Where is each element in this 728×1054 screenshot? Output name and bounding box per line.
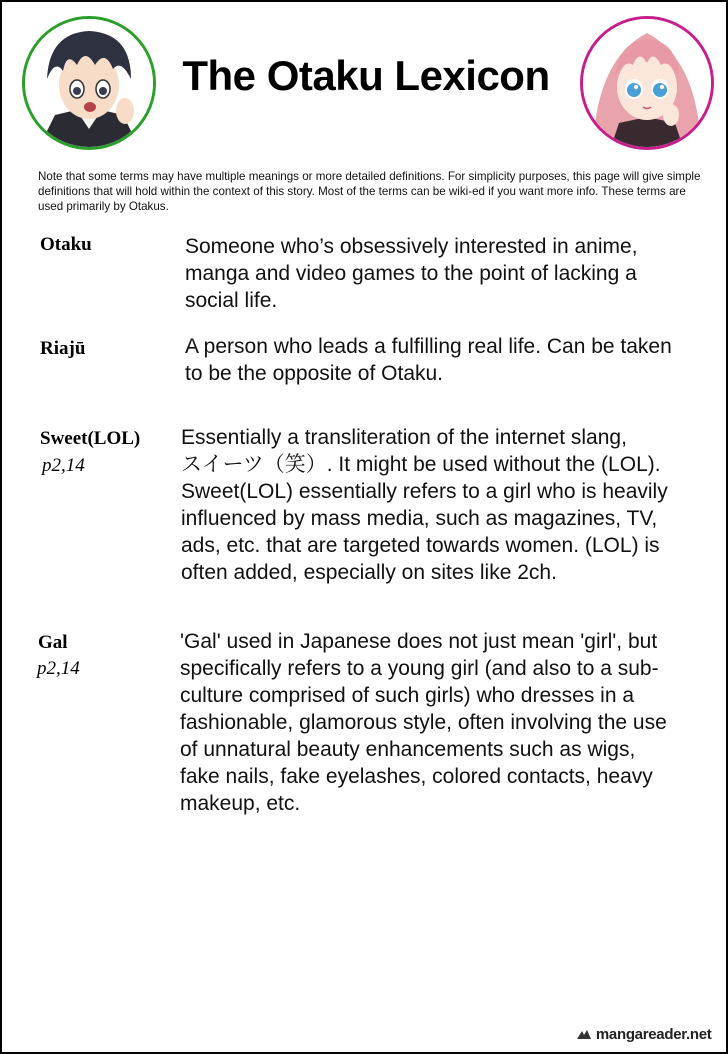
page-title: The Otaku Lexicon [182, 52, 550, 99]
girl-character-icon [583, 19, 711, 147]
page-reference: p2,14 [42, 455, 85, 476]
term-otaku: Otaku [40, 234, 92, 255]
definition-line: Essentially a transliteration of the internet slang, [181, 426, 627, 449]
term-riaju: Riajū [40, 338, 86, 359]
definition-line: makeup, etc. [180, 792, 301, 815]
definition-line: to be the opposite of Otaku. [185, 362, 444, 385]
definition-line: Someone who’s obsessively interested in anime, [185, 235, 638, 258]
definition-riaju [185, 333, 672, 387]
definition-line: A person who leads a fulfilling real life. Can be taken [185, 335, 672, 358]
definition-line: Sweet(LOL) essentially refers to a girl who is heavily [181, 480, 668, 503]
boy-character-icon [25, 19, 153, 147]
definition-line: ads, etc. that are targeted towards women. (LOL) is [181, 534, 660, 557]
boy-avatar [22, 16, 156, 150]
definition-line: influenced by mass media, such as magazines, TV, [181, 507, 658, 530]
term-sweet-lol: Sweet(LOL) [40, 428, 141, 449]
page-reference: p2,14 [37, 658, 80, 679]
definition-otaku [185, 233, 638, 314]
definition-gal [180, 628, 667, 817]
definition-line: fake nails, fake eyelashes, colored contacts, heavy [180, 765, 653, 788]
girl-avatar [580, 16, 714, 150]
definition-line: culture comprised of such girls) who dresses in a [180, 684, 635, 707]
definition-line: fashionable, glamorous style, often involving the use [180, 711, 667, 734]
definition-line: of unnatural beauty enhancements such as wigs, [180, 738, 636, 761]
definition-line: manga and video games to the point of lacking a [185, 262, 637, 285]
definition-line: スイーツ（笑）. It might be used without the (LOL). [181, 453, 661, 476]
term-gal: Gal [38, 632, 68, 653]
definition-line: 'Gal' used in Japanese does not just mean 'girl', but [180, 630, 658, 653]
definition-sweet-lol [181, 424, 668, 586]
definition-line: often added, especially on sites like 2ch. [181, 561, 557, 584]
watermark-text: mangareader.net [595, 1026, 712, 1043]
site-watermark [576, 1026, 711, 1043]
definition-line: social life. [185, 289, 278, 312]
watermark-logo-icon [576, 1029, 592, 1041]
intro-note: Note that some terms may have multiple meanings or more detailed definitions. For simplicity purposes, this page will give simple definitions that will hold within the context of this story. Most of the terms can be wiki-ed if you want more info. These terms are used primarily by Otakus. [38, 170, 701, 213]
definition-line: specifically refers to a young girl (and also to a sub- [180, 657, 659, 680]
